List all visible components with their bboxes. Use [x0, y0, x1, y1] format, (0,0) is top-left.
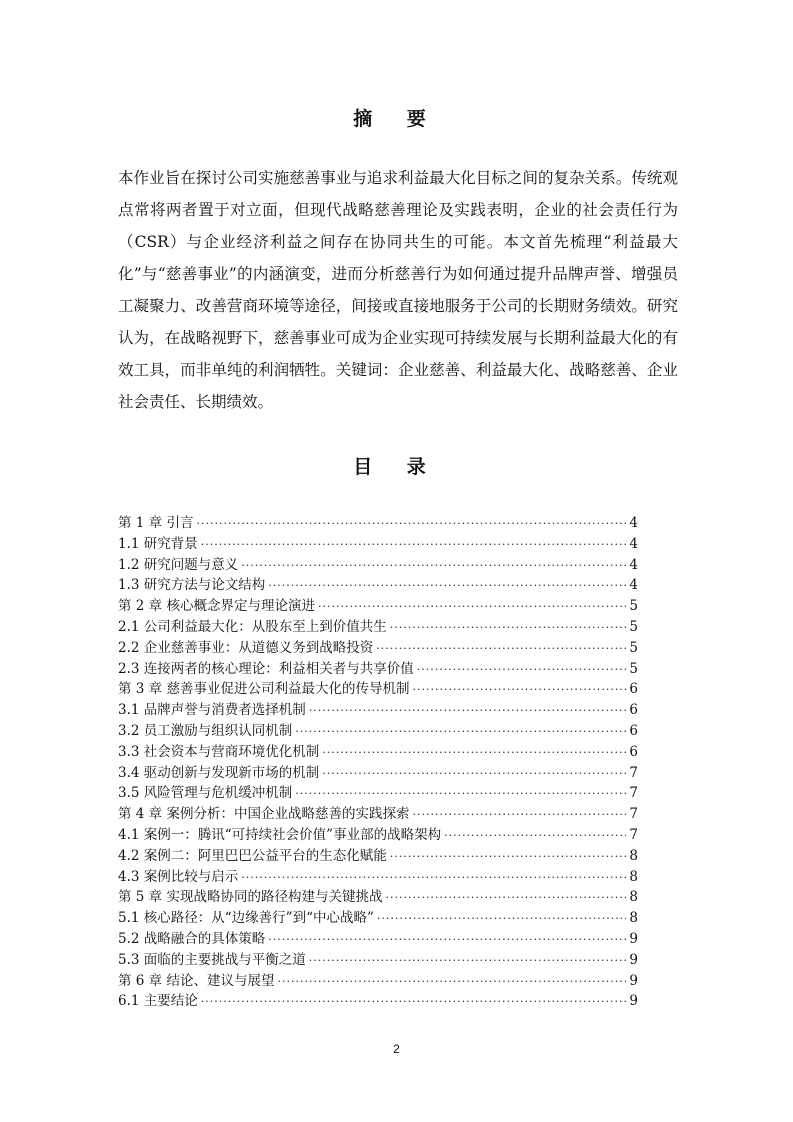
- abstract-title: 摘 要: [353, 108, 440, 130]
- toc-leader-dots: [268, 579, 626, 592]
- toc-entry-page: 4: [629, 577, 638, 594]
- toc-leader-dots: [295, 787, 626, 800]
- toc-entry-page: 4: [629, 556, 638, 573]
- toc-entry-page: 5: [629, 639, 638, 656]
- toc-entry-page: 7: [629, 826, 638, 843]
- toc-entry-page: 4: [629, 535, 638, 552]
- toc-entry-page: 5: [629, 660, 638, 677]
- toc-entry[interactable]: [118, 865, 638, 886]
- toc-leader-dots: [268, 933, 626, 946]
- toc-entry[interactable]: [118, 740, 638, 761]
- toc-leader-dots: [277, 975, 626, 988]
- toc-entry-label: 1.1 研究背景: [118, 535, 198, 552]
- toc-leader-dots: [241, 871, 626, 884]
- toc-entry-label: 3.2 员工激励与组织认同机制: [118, 722, 293, 739]
- toc-entry[interactable]: [118, 719, 638, 740]
- table-of-contents: [118, 511, 638, 1010]
- toc-entry-label: 1.2 研究问题与意义: [118, 556, 239, 573]
- toc-leader-dots: [390, 621, 627, 634]
- toc-entry-page: 5: [629, 618, 638, 635]
- toc-leader-dots: [322, 746, 626, 759]
- toc-entry[interactable]: [118, 594, 638, 615]
- toc-leader-dots: [385, 891, 626, 904]
- toc-entry-label: 第 3 章 慈善事业促进公司利益最大化的传导机制: [118, 681, 410, 698]
- toc-entry-label: 3.3 社会资本与营商环境优化机制: [118, 743, 320, 760]
- toc-leader-dots: [444, 829, 626, 842]
- toc-entry-label: 第 1 章 引言: [118, 515, 194, 531]
- toc-leader-dots: [322, 767, 626, 780]
- toc-leader-dots: [295, 725, 626, 738]
- toc-entry-label: 第 6 章 结论、建议与展望: [118, 972, 275, 989]
- toc-entry[interactable]: [118, 532, 638, 553]
- toc-entry[interactable]: [118, 657, 638, 678]
- toc-entry-page: 8: [629, 910, 638, 927]
- toc-entry[interactable]: [118, 615, 638, 636]
- toc-entry-label: 3.4 驱动创新与发现新市场的机制: [118, 764, 320, 781]
- toc-leader-dots: [417, 663, 627, 676]
- toc-entry[interactable]: [118, 802, 638, 823]
- toc-entry-label: 4.2 案例二：阿里巴巴公益平台的生态化赋能: [118, 847, 387, 864]
- toc-entry-label: 4.1 案例一：腾讯“可持续社会价值”事业部的战略架构: [118, 826, 442, 843]
- toc-entry[interactable]: [118, 573, 638, 594]
- toc-entry[interactable]: [118, 823, 638, 844]
- toc-entry-label: 5.2 战略融合的具体策略: [118, 930, 266, 947]
- toc-entry-label: 第 2 章 核心概念界定与理论演进: [118, 598, 315, 615]
- toc-entry-label: 4.3 案例比较与启示: [118, 868, 239, 885]
- toc-leader-dots: [376, 642, 626, 655]
- toc-entry-page: 8: [629, 868, 638, 885]
- abstract-body: 本作业旨在探讨公司实施慈善事业与追求利益最大化目标之间的复杂关系。传统观点常将两者置于对立面，但现代战略慈善理论及实践表明，企业的社会责任行为（CSR）与企业经济利益之间存在协同共生的可能。本文首先梳理“利益最大化”与“慈善事业”的内涵演变，进而分析慈善行为如何通过提升品牌声誉、增强员工凝聚力、改善营商环境等途径，间接或直接地服务于公司的长期财务绩效。研究认为，在战略视野下，慈善事业可成为企业实现可持续发展与长期利益最大化的有效工具，而非单纯的利润牺牲。关键词：企业慈善、利益最大化、战略慈善、企业社会责任、长期绩效。: [118, 169, 678, 411]
- toc-entry-page: 6: [629, 702, 638, 719]
- toc-entry-page: 9: [629, 972, 638, 989]
- toc-entry-page: 6: [629, 743, 638, 760]
- toc-entry-label: 第 4 章 案例分析：中国企业战略慈善的实践探索: [118, 806, 410, 823]
- toc-entry[interactable]: [118, 553, 638, 574]
- toc-leader-dots: [309, 954, 627, 967]
- toc-leader-dots: [390, 850, 627, 863]
- toc-entry[interactable]: [118, 885, 638, 906]
- toc-entry-page: 7: [629, 764, 638, 781]
- toc-entry-label: 5.1 核心路径：从“边缘善行”到“中心战略”: [118, 910, 374, 927]
- toc-title: 目 录: [353, 456, 440, 478]
- toc-entry[interactable]: [118, 511, 638, 532]
- toc-entry[interactable]: [118, 906, 638, 927]
- toc-entry[interactable]: [118, 948, 638, 969]
- toc-entry[interactable]: [118, 989, 638, 1010]
- toc-leader-dots: [412, 808, 626, 821]
- toc-entry[interactable]: [118, 698, 638, 719]
- toc-entry-label: 3.1 品牌声誉与消费者选择机制: [118, 702, 306, 719]
- toc-entry-page: 6: [629, 681, 638, 698]
- toc-entry-label: 1.3 研究方法与论文结构: [118, 577, 266, 594]
- toc-entry-label: 2.2 企业慈善事业：从道德义务到战略投资: [118, 639, 374, 656]
- page-number: 2: [393, 1042, 400, 1056]
- toc-entry-label: 6.1 主要结论: [118, 993, 198, 1010]
- toc-entry[interactable]: [118, 636, 638, 657]
- toc-entry-page: 4: [629, 515, 638, 531]
- toc-entry[interactable]: [118, 927, 638, 948]
- toc-leader-dots: [309, 704, 627, 717]
- toc-entry-label: 第 5 章 实现战略协同的路径构建与关键挑战: [118, 889, 383, 906]
- toc-entry-label: 5.3 面临的主要挑战与平衡之道: [118, 951, 306, 968]
- toc-entry-label: 3.5 风险管理与危机缓冲机制: [118, 785, 293, 802]
- toc-leader-dots: [196, 517, 626, 530]
- toc-entry-page: 8: [629, 847, 638, 864]
- toc-entry-label: 2.3 连接两者的核心理论：利益相关者与共享价值: [118, 660, 414, 677]
- toc-leader-dots: [377, 912, 627, 925]
- toc-entry[interactable]: [118, 781, 638, 802]
- toc-entry[interactable]: [118, 969, 638, 990]
- toc-entry-page: 7: [629, 806, 638, 823]
- toc-entry-page: 8: [629, 889, 638, 906]
- toc-entry-label: 2.1 公司利益最大化：从股东至上到价值共生: [118, 618, 387, 635]
- toc-entry[interactable]: [118, 677, 638, 698]
- toc-entry-page: 9: [629, 930, 638, 947]
- toc-entry[interactable]: [118, 761, 638, 782]
- toc-entry-page: 6: [629, 722, 638, 739]
- toc-leader-dots: [412, 683, 626, 696]
- toc-entry-page: 9: [629, 951, 638, 968]
- toc-entry[interactable]: [118, 844, 638, 865]
- toc-leader-dots: [201, 538, 627, 551]
- toc-entry-page: 5: [629, 598, 638, 615]
- toc-leader-dots: [201, 995, 627, 1008]
- toc-leader-dots: [318, 600, 626, 613]
- toc-entry-page: 7: [629, 785, 638, 802]
- toc-leader-dots: [241, 559, 626, 572]
- toc-entry-page: 9: [629, 993, 638, 1010]
